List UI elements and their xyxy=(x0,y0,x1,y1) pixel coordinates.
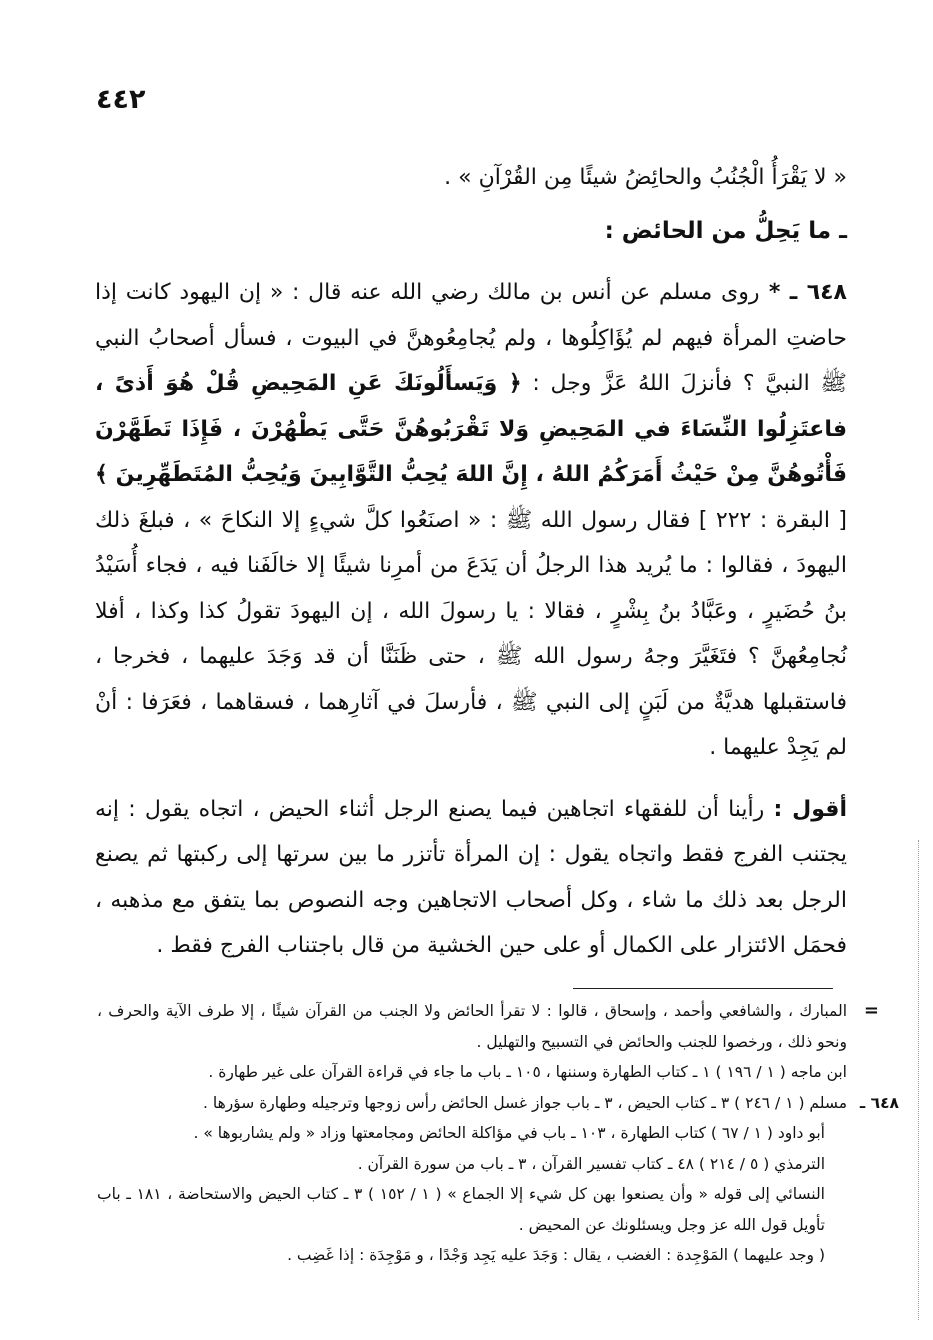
page-number: ٤٤٢ xyxy=(96,84,146,115)
footnote-muslim-text: مسلم ( ١ / ٢٤٦ ) ٣ ـ كتاب الحيض ، ٣ ـ باب جواز غسل الحائض رأس زوجها وترجيله وطهارة سؤرها . xyxy=(203,1093,847,1112)
footnote-nasai: النسائي إلى قوله « وأن يصنعوا بهن كل شيء إلا الجماع » ( ١ / ١٥٢ ) ٣ ـ كتاب الحيض والاستحاضة ، ١٨١ ـ باب تأويل قول الله عز وجل ويسئلونك عن المحيض . xyxy=(97,1185,825,1234)
section-heading: ـ ما يَحِلُّ من الحائض : xyxy=(604,217,847,244)
continuation-mark: = xyxy=(863,1000,879,1021)
footnote-continuation-text: المبارك ، والشافعي وأحمد ، وإسحاق ، قالوا : لا تقرأ الحائض ولا الجنب من القرآن شيئًا ، إلا طرف الآية والحرف ، ونحو ذلك ، ورخصوا للجنب والحائض في التسبيح والتهليل . xyxy=(97,1002,847,1051)
scan-edge-mark xyxy=(918,840,921,1320)
quran-verse: ﴿ وَيَسأَلُونَكَ عَنِ المَحِيضِ قُلْ هُوَ أَذىً ، فاعتَزِلُوا النِّسَاءَ في المَحِيضِ وَلا تَقْرَبُوهُنَّ حَتَّى يَطْهُرْنَ ، فَإِذَا تَطَهَّرْنَ فَأْتُوهُنَّ مِنْ حَيْثُ أَمَرَكُمُ اللهُ ، إِنَّ اللهَ يُحِبُّ التَّوَّابِينَ وَيُحِبُّ المُتَطَهِّرِينَ ﴾ xyxy=(95,371,847,487)
commentary-text: رأينا أن للفقهاء اتجاهين فيما يصنع الرجل أثناء الحيض ، اتجاه يقول : إنه يجتنب الفرج فقط واتجاه يقول : إن المرأة تأتزر ما بين سرتها إلى ركبتها ثم يصنع الرجل بعد ذلك ما شاء ، وكل أصحاب الاتجاهين وجه النصوص بما يتفق مع مذهبه ، فحمَل الائتزار على الكمال أو على حين الخشية من قال باجتناب الفرج فقط . xyxy=(95,796,847,958)
footnote-number: ٦٤٨ ـ xyxy=(859,1093,899,1112)
hadith-intro: روى مسلم عن أنس بن مالك رضي الله عنه قال : « إن اليهود كانت إذا حاضتِ المرأة فيهم لم يُؤَاكِلُوها ، ولم يُجامِعُوهنَّ في البيوت ، فسأل أصحابُ النبي ﷺ النبيَّ ؟ فأنزلَ اللهُ عَزَّ وجل : xyxy=(95,280,847,396)
hadith-paragraph xyxy=(95,270,847,771)
footnote-tirmidhi: الترمذي ( ٥ / ٢١٤ ) ٤٨ ـ كتاب تفسير القرآن ، ٣ ـ باب من سورة القرآن . xyxy=(357,1154,825,1173)
footnote-continuation xyxy=(97,996,879,1057)
commentary-paragraph xyxy=(95,787,847,969)
footnote-ibn-majah: ابن ماجه ( ١ / ١٩٦ ) ١ ـ كتاب الطهارة وسننها ، ١٠٥ ـ باب ما جاء في قراءة القرآن على غير طهارة . xyxy=(208,1063,847,1081)
footnote-abu-dawud: أبو داود ( ١ / ٦٧ ) كتاب الطهارة ، ١٠٣ ـ باب في مؤاكلة الحائض ومجامعتها وزاد « ولم يشاربوها » . xyxy=(193,1124,825,1142)
main-text xyxy=(95,155,847,969)
footnote-muslim xyxy=(97,1088,899,1119)
footnotes xyxy=(97,996,899,1271)
quoted-hadith-line: « لا يَقْرَأُ الْجُنُبُ والحائِضُ شيئًا مِن القُرْآنِ » . xyxy=(444,165,847,190)
footnote-divider xyxy=(573,988,833,989)
hadith-number: ٦٤٨ ـ * xyxy=(759,280,847,305)
hadith-rest: [ البقرة : ٢٢٢ ] فقال رسول الله ﷺ : « اصنَعُوا كلَّ شيءٍ إلا النكاحَ » ، فبلغَ ذلك اليهودَ ، فقالوا : ما يُريد هذا الرجلُ أن يَدَعَ من أمرِنا شيئًا إلا خالَفَنا فيه ، فجاء أُسَيْدُ بنُ حُضَيرٍ ، وعَبَّادُ بنُ بِشْرٍ ، فقالا : يا رسولَ الله ، إن اليهودَ تقولُ كذا وكذا ، أفلا نُجامِعُهنَّ ؟ فتَغَيَّرَ وجهُ رسول الله ﷺ ، حتى ظَنَنَّا أن قد وَجَدَ عليهما ، فخرجا ، فاستقبلها هديَّةٌ من لَبَنٍ إلى النبي ﷺ ، فأرسلَ في آثارِهما ، فسقاهما ، فعَرَفا : أنْ لم يَجِدْ عليهما . xyxy=(95,507,847,760)
footnote-gloss: ( وجد عليهما ) المَوْجِدة : الغضب ، يقال : وَجَدَ عليه يَجِد وَجْدًا ، و مَوْجِدَة : إذا غَضِب . xyxy=(287,1246,825,1264)
commentary-label: أقول : xyxy=(773,796,847,822)
